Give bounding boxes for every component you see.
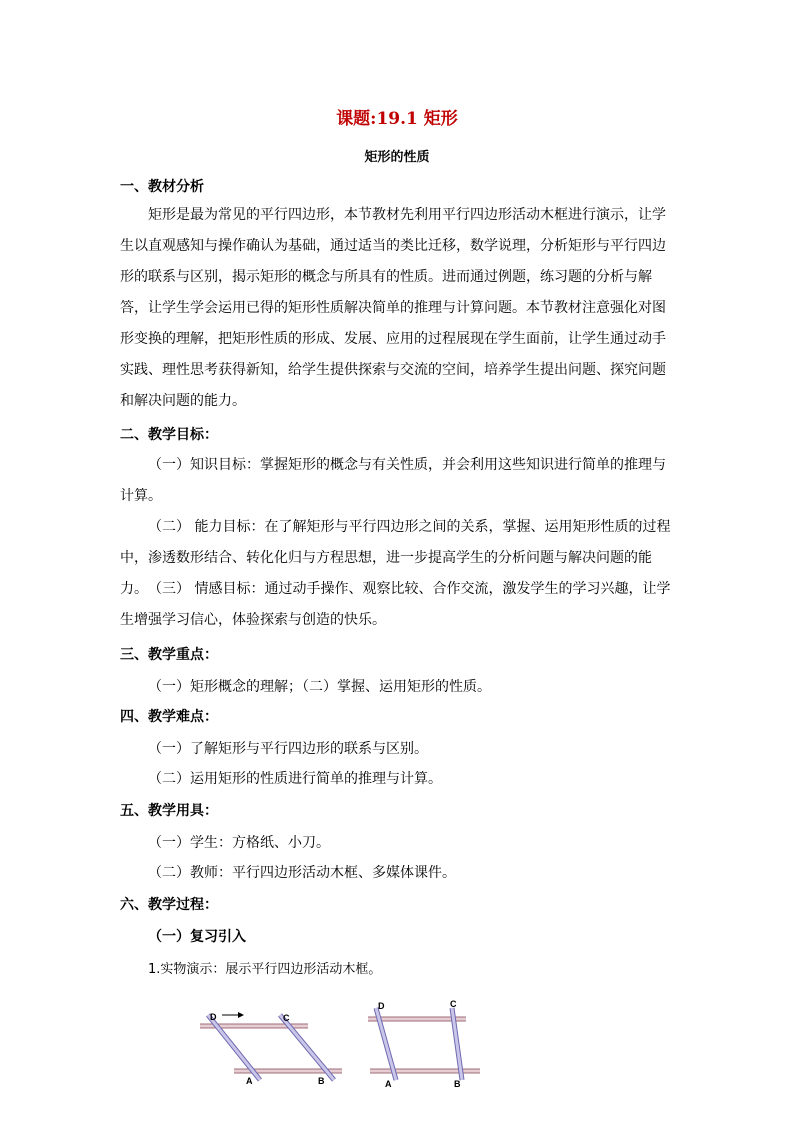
section-heading-analysis: 一、教材分析 (120, 179, 204, 195)
left-vertex-a: A (246, 1076, 253, 1086)
left-vertex-d: D (210, 1012, 217, 1022)
section-heading-difficulties: 四、教学难点： (120, 709, 218, 725)
difficulty-line-2: （二）运用矩形的性质进行简单的推理与计算。 (148, 771, 442, 787)
section-heading-goals: 二、教学目标： (120, 427, 218, 443)
process-item-1: 1.实物演示：展示平行四边形活动木框。 (148, 962, 382, 977)
right-vertex-b: B (454, 1079, 461, 1089)
section-heading-key-points: 三、教学重点： (120, 647, 218, 663)
right-frame (368, 999, 480, 1089)
right-vertex-a: A (385, 1079, 392, 1089)
key-points-line: （一）矩形概念的理解；（二）掌握、运用矩形的性质。 (148, 679, 491, 695)
analysis-paragraph: 矩形是最为常见的平行四边形，本节教材先利用平行四边形活动木框进行演示，让学生以直观感知与操作确认为基础，通过适当的类比迁移，数学说理，分析矩形与平行四边形的联系与区别，揭示矩形的概念与所具有的性质。进而通过例题，练习题的分析与解答，让学生学会运用已得的矩形性质解决简单的推理与计算问题。本节教材注意强化对图形变换的理解，把矩形性质的形成、发展、应用的过程展现在学生面前，让学生通过动手实践、理性思考获得新知，给学生提供探索与交流的空间，培养学生提出问题、探究问题和解决问题的能力。 (120, 207, 666, 409)
right-vertex-c: C (450, 999, 457, 1009)
section-heading-tools: 五、教学用具： (120, 803, 218, 819)
left-vertex-c: C (283, 1013, 290, 1023)
page-subtitle: 矩形的性质 (364, 150, 430, 165)
arrow-right-icon (238, 1012, 244, 1018)
difficulty-line-1: （一）了解矩形与平行四边形的联系与区别。 (148, 741, 428, 757)
left-frame (200, 1012, 342, 1086)
tools-line-2: （二）教师：平行四边形活动木框、多媒体课件。 (148, 865, 456, 881)
left-vertex-b: B (318, 1076, 325, 1086)
page-title: 课题:19.1 矩形 (336, 109, 458, 129)
wooden-frame-figure (190, 995, 500, 1090)
tools-line-1: （一）学生：方格纸、小刀。 (148, 835, 330, 851)
right-vertex-d: D (378, 1001, 385, 1011)
process-subheading: （一）复习引入 (148, 929, 246, 945)
section-heading-process: 六、教学过程： (120, 897, 218, 913)
goal-ability: （二） 能力目标：在了解矩形与平行四边形之间的关系，掌握、运用矩形性质的过程中，渗透数形结合、转化化归与方程思想，进一步提高学生的分析问题与解决问题的能力。 (120, 519, 671, 597)
goal-knowledge: （一）知识目标：掌握矩形的概念与有关性质，并会利用这些知识进行简单的推理与计算。 (120, 457, 666, 504)
goal-emotion: （三） 情感目标：通过动手操作、观察比较、合作交流，激发学生的学习兴趣，让学生增强学习信心，体验探索与创造的快乐。 (120, 581, 671, 628)
